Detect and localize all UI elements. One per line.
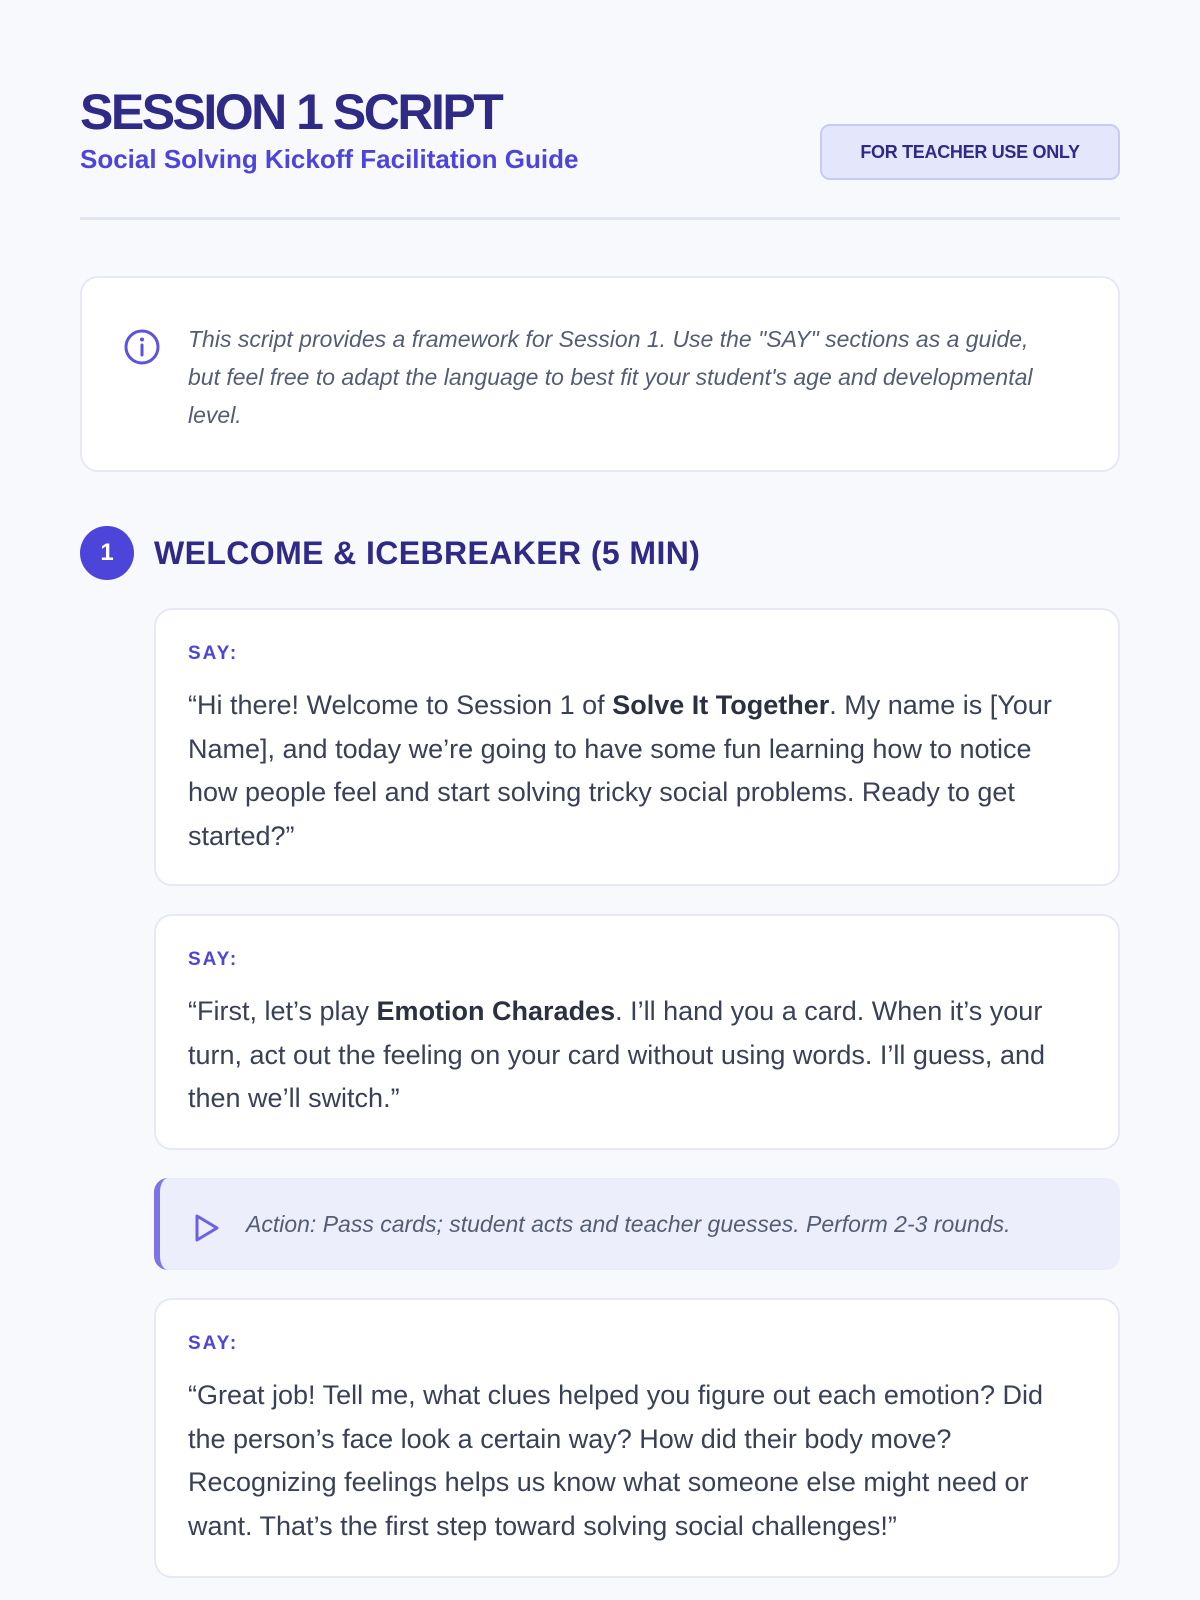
teacher-only-badge: FOR TEACHER USE ONLY [820, 124, 1120, 180]
section-heading [80, 526, 1120, 580]
say-text: “Great job! Tell me, what clues helped you figure out each emotion? Did the person’s face look a certain way? How did their body move? Recognizing feelings helps us know what someone else might need or want. That’s the first step toward solving social challenges!” [188, 1380, 1043, 1541]
say-label: SAY: [188, 1333, 239, 1354]
say-card [154, 608, 1120, 886]
section-title: WELCOME & ICEBREAKER (5 MIN) [154, 534, 701, 571]
page-title: SESSION 1 SCRIPT [80, 84, 502, 140]
say-label: SAY: [188, 643, 239, 664]
say-card [154, 914, 1120, 1150]
say-label: SAY: [188, 949, 239, 970]
action-text: Action: Pass cards; student acts and teacher guesses. Perform 2-3 rounds. [246, 1210, 1011, 1237]
page-subtitle: Social Solving Kickoff Facilitation Guide [80, 144, 579, 174]
page-header [80, 84, 1120, 220]
info-icon [122, 327, 162, 367]
section-cards [154, 608, 1120, 1578]
emphasis-text: Solve It Together [612, 690, 830, 720]
action-note [154, 1178, 1120, 1270]
emphasis-text: Emotion Charades [376, 996, 616, 1026]
say-text: “First, let’s play Emotion Charades. I’ll hand you a card. When it’s your turn, act out the feeling on your card without using words. I’ll guess, and then we’ll switch.” [188, 996, 1045, 1113]
say-card [154, 1298, 1120, 1578]
intro-note-text: This script provides a framework for Session 1. Use the "SAY" sections as a guide, but feel free to adapt the language to best fit your student's age and developmental level. [188, 326, 1033, 428]
step-number-badge: 1 [80, 526, 134, 580]
play-icon [190, 1211, 222, 1245]
intro-note [80, 276, 1120, 472]
say-text: “Hi there! Welcome to Session 1 of Solve It Together. My name is [Your Name], and today we’re going to have some fun learning how to notice how people feel and start solving tricky social problems. Ready to get started?” [188, 690, 1052, 851]
